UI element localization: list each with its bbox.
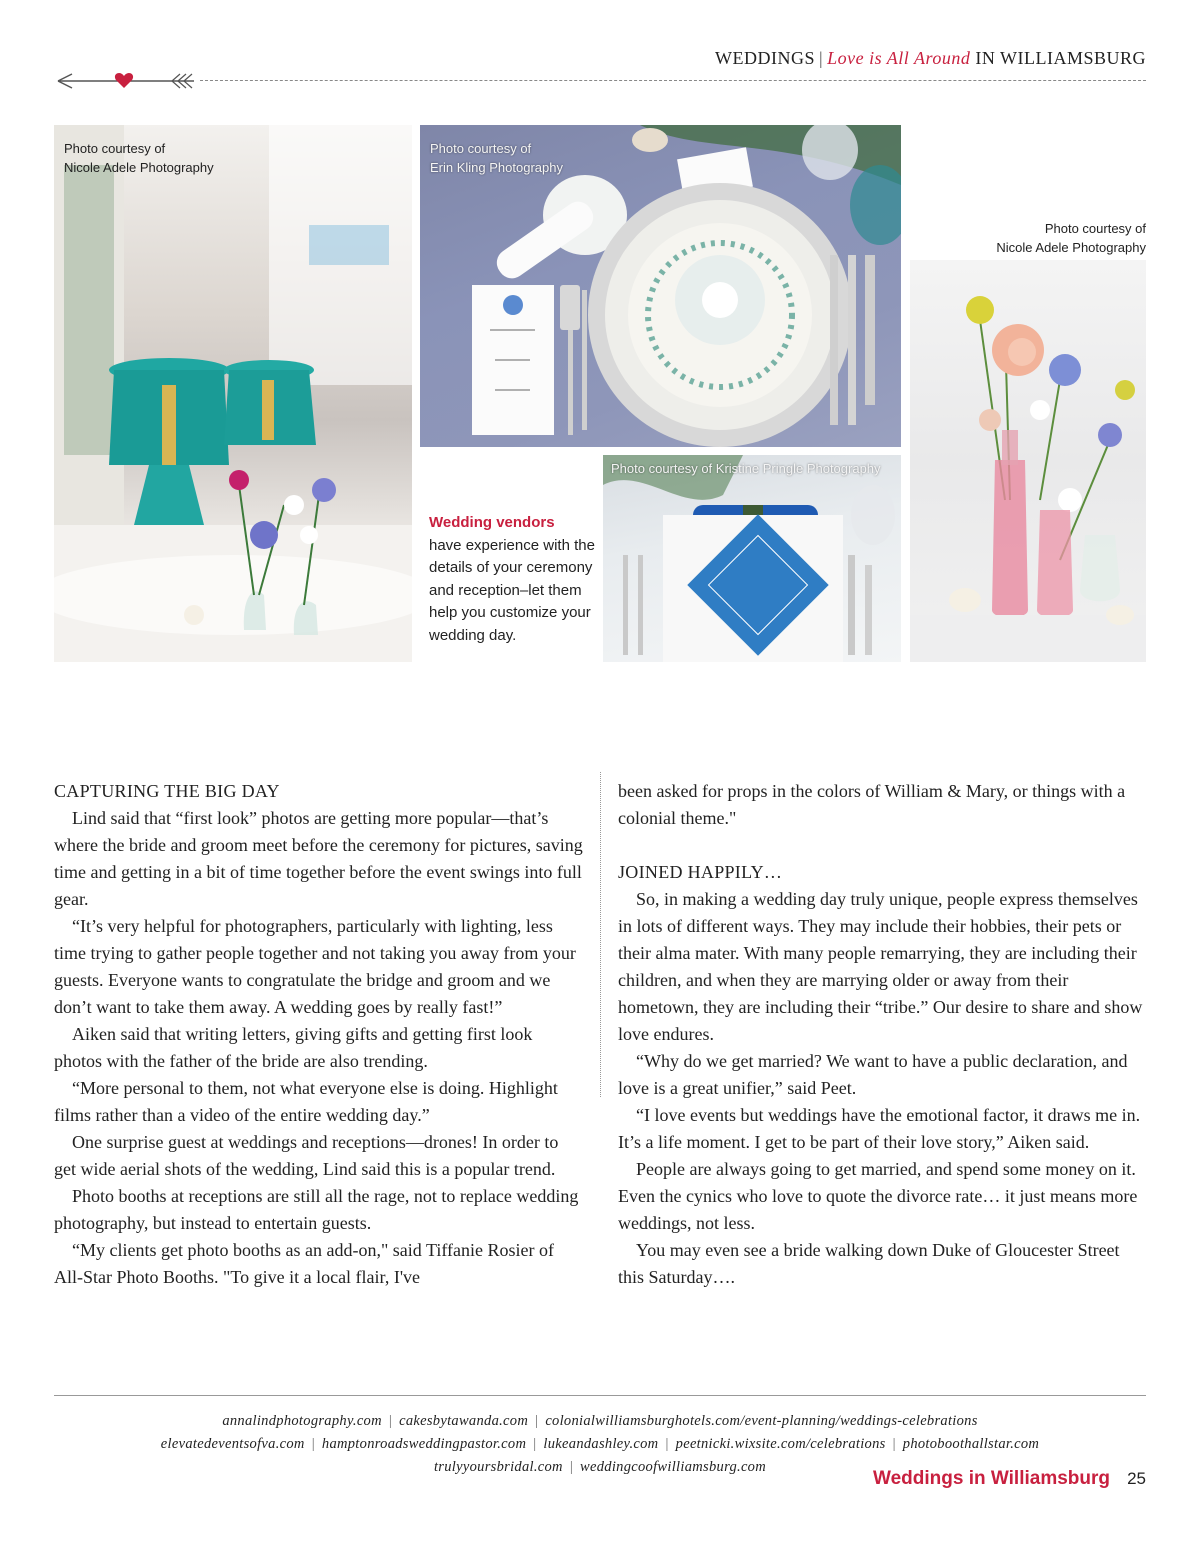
article-paragraph: You may even see a bride walking down Duke of Gloucester Street this Saturday….: [618, 1240, 1120, 1287]
menu-card-illustration: [603, 455, 901, 662]
article-paragraph: So, in making a wedding day truly unique, people express themselves in lots of different ways. They may include their hobbies, their pets or their alma mater. With many people remarrying, they are including their children, and when they are marrying older or away from their hometown, they are including their “tribe.” Our desire to share and show love endures.: [618, 889, 1143, 1044]
article-paragraph: “I love events but weddings have the emotional factor, it draws me in. It’s a life moment. I get to be part of their love story,” Aiken said.: [618, 1105, 1141, 1152]
url-separator: |: [311, 1436, 315, 1452]
vendor-url[interactable]: photoboothallstar.com: [902, 1436, 1040, 1452]
photo1-caption-line1: Photo courtesy of: [64, 141, 166, 156]
photo-place-setting: [420, 125, 901, 447]
photo3-caption: Photo courtesy of Kristine Pringle Photography: [611, 461, 881, 476]
url-separator: |: [535, 1413, 539, 1429]
url-separator: |: [533, 1436, 537, 1452]
url-separator: |: [569, 1459, 574, 1475]
flower-bottles-illustration: [910, 260, 1146, 662]
subhead-joined-happily: JOINED HAPPILY…: [618, 862, 783, 882]
arrow-heart-icon: [54, 68, 200, 94]
article-paragraph: Lind said that “first look” photos are getting more popular—that’s where the bride and groom meet before the ceremony for pictures, saving time and getting in a bit of time together before the event swings into full gear.: [54, 808, 583, 909]
photo-venue-interior: [54, 125, 412, 662]
article-paragraph: “My clients get photo booths as an add-on," said Tiffanie Rosier of All-Star Photo Booths. "To give it a local flair, I've: [54, 1240, 554, 1287]
photo4-caption-line2: Nicole Adele Photography: [996, 240, 1146, 255]
article-column-1: [54, 778, 584, 1291]
photo2-caption-line1: Photo courtesy of: [430, 141, 532, 156]
photo4-caption: [996, 219, 1146, 257]
vendor-url[interactable]: peetnicki.wixsite.com/celebrations: [675, 1436, 886, 1452]
column-divider: [600, 772, 601, 1097]
url-line-2: [54, 1433, 1146, 1456]
vendor-url[interactable]: weddingcoofwilliamsburg.com: [580, 1459, 767, 1475]
photo1-caption: [64, 139, 214, 177]
vendors-callout-text: have experience with the details of your ceremony and reception–let them help you customize your wedding day.: [429, 536, 595, 644]
vendor-url[interactable]: lukeandashley.com: [543, 1436, 659, 1452]
photo4-caption-line1: Photo courtesy of: [1044, 221, 1146, 236]
photo-flower-bottles: [910, 260, 1146, 662]
page-number: 25: [1127, 1469, 1146, 1488]
magazine-brand: Weddings in Williamsburg: [873, 1468, 1110, 1489]
header-separator: |: [819, 48, 824, 68]
photo2-caption-line2: Erin Kling Photography: [430, 160, 563, 175]
vendor-url[interactable]: hamptonroadsweddingpastor.com: [321, 1436, 527, 1452]
article-paragraph: One surprise guest at weddings and receptions—drones! In order to get wide aerial shots of the wedding, Lind said this is a popular trend.: [54, 1132, 559, 1179]
paragraph-spacer: [618, 832, 1146, 859]
header-location: IN WILLIAMSBURG: [975, 48, 1146, 68]
article-paragraph: People are always going to get married, and spend some money on it. Even the cynics who love to quote the divorce rate… it just means more weddings, not less.: [618, 1159, 1138, 1233]
header-tagline: Love is All Around: [827, 48, 971, 68]
vendors-callout: [429, 512, 599, 647]
photo1-caption-line2: Nicole Adele Photography: [64, 160, 214, 175]
url-separator: |: [388, 1413, 393, 1429]
venue-scene-illustration: [54, 125, 412, 662]
article-paragraph: “It’s very helpful for photographers, particularly with lighting, less time trying to gather people together and not taking you away from your guests. Everyone wants to congratulate the bridge and groom and we don’t want to take them away. A wedding goes by really fast!”: [54, 916, 576, 1017]
vendors-callout-lead: Wedding vendors: [429, 514, 555, 531]
url-separator: |: [892, 1436, 896, 1452]
photo2-caption: [430, 139, 563, 177]
article-paragraph-continued: been asked for props in the colors of William & Mary, or things with a colonial theme.": [618, 781, 1126, 828]
header-section: WEDDINGS: [715, 48, 816, 68]
vendor-url[interactable]: cakesbytawanda.com: [399, 1413, 529, 1429]
vendor-url[interactable]: elevatedeventsofva.com: [160, 1436, 305, 1452]
article-paragraph: Photo booths at receptions are still all the rage, not to replace wedding photography, but instead to entertain guests.: [54, 1186, 579, 1233]
vendor-url[interactable]: annalindphotography.com: [222, 1413, 382, 1429]
footer-rule: [54, 1395, 1146, 1396]
url-separator: |: [665, 1436, 669, 1452]
article-paragraph: “More personal to them, not what everyone else is doing. Highlight films rather than a video of the entire wedding day.”: [54, 1078, 558, 1125]
article-paragraph: Aiken said that writing letters, giving gifts and getting first look photos with the father of the bride are also trending.: [54, 1024, 533, 1071]
subhead-capturing: CAPTURING THE BIG DAY: [54, 781, 280, 801]
vendor-url[interactable]: colonialwilliamsburghotels.com/event-planning/weddings-celebrations: [545, 1413, 978, 1429]
header-rule: [200, 80, 1146, 81]
article-paragraph: “Why do we get married? We want to have a public declaration, and love is a great unifier,” said Peet.: [618, 1051, 1128, 1098]
running-header: [715, 48, 1146, 69]
article-column-2: [618, 778, 1146, 1291]
url-line-1: [54, 1410, 1146, 1433]
photo-menu-card: [603, 455, 901, 662]
vendor-url[interactable]: trulyyoursbridal.com: [433, 1459, 563, 1475]
